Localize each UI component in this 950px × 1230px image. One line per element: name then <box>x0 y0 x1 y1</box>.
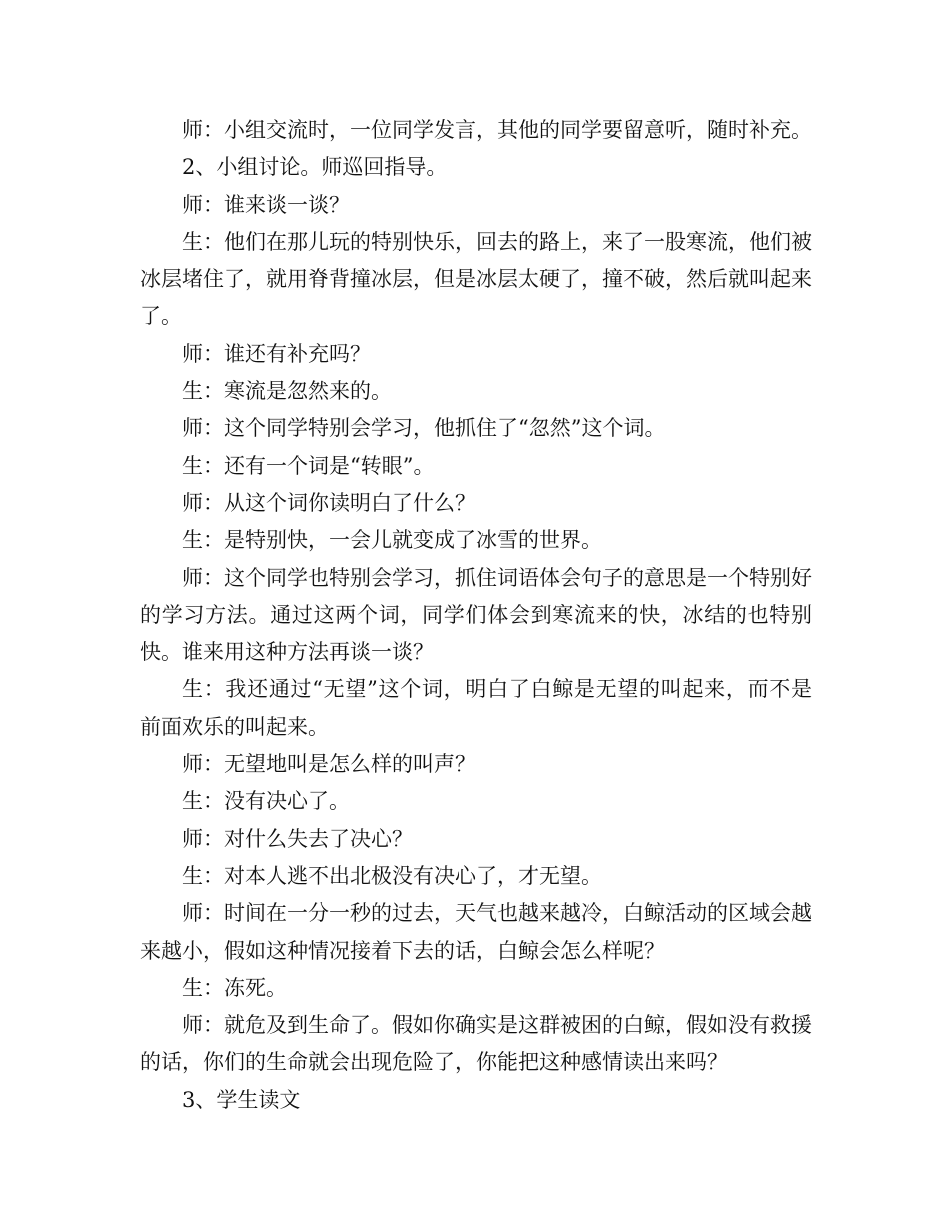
document-body <box>140 112 812 1119</box>
paragraph: 师：从这个词你读明白了什么？ <box>182 490 476 515</box>
paragraph: 3、学生读文 <box>182 1087 301 1112</box>
paragraph: 师：这个同学也特别会学习，抓住词语体会句子的意思是一个特别好的学习方法。通过这两个词，同学们体会到寒流来的快，冰结的也特别快。谁来用这种方法再谈一谈？ <box>140 565 812 665</box>
paragraph: 生：还有一个词是“转眼”。 <box>182 453 435 478</box>
paragraph: 师：小组交流时，一位同学发言，其他的同学要留意听，随时补充。 <box>182 118 812 142</box>
paragraph: 师：无望地叫是怎么样的叫声？ <box>182 752 476 777</box>
paragraph: 生：寒流是忽然来的。 <box>182 379 392 404</box>
paragraph: 生：对本人逃不出北极没有决心了，才无望。 <box>182 863 602 888</box>
paragraph: 师：时间在一分一秒的过去，天气也越来越冷，白鲸活动的区域会越来越小，假如这种情况接着下去的话，白鲸会怎么样呢？ <box>140 901 812 963</box>
paragraph: 师：对什么失去了决心？ <box>182 826 413 851</box>
paragraph: 生：没有决心了。 <box>182 789 350 814</box>
paragraph: 师：就危及到生命了。假如你确实是这群被困的白鲸，假如没有救援的话，你们的生命就会出现危险了，你能把这种感情读出来吗？ <box>140 1013 812 1075</box>
paragraph: 师：谁还有补充吗？ <box>182 341 371 366</box>
paragraph: 生：我还通过“无望”这个词，明白了白鲸是无望的叫起来，而不是前面欢乐的叫起来。 <box>140 677 812 739</box>
paragraph: 生：是特别快，一会儿就变成了冰雪的世界。 <box>182 528 602 553</box>
paragraph: 生：冻死。 <box>182 975 287 1000</box>
paragraph: 师：谁来谈一谈？ <box>182 192 350 217</box>
paragraph: 师：这个同学特别会学习，他抓住了“忽然”这个词。 <box>182 416 666 441</box>
paragraph: 生：他们在那儿玩的特别快乐，回去的路上，来了一股寒流，他们被冰层堵住了，就用脊背撞冰层，但是冰层太硬了，撞不破，然后就叫起来了。 <box>140 229 812 329</box>
paragraph: 2、小组讨论。师巡回指导。 <box>182 155 448 180</box>
